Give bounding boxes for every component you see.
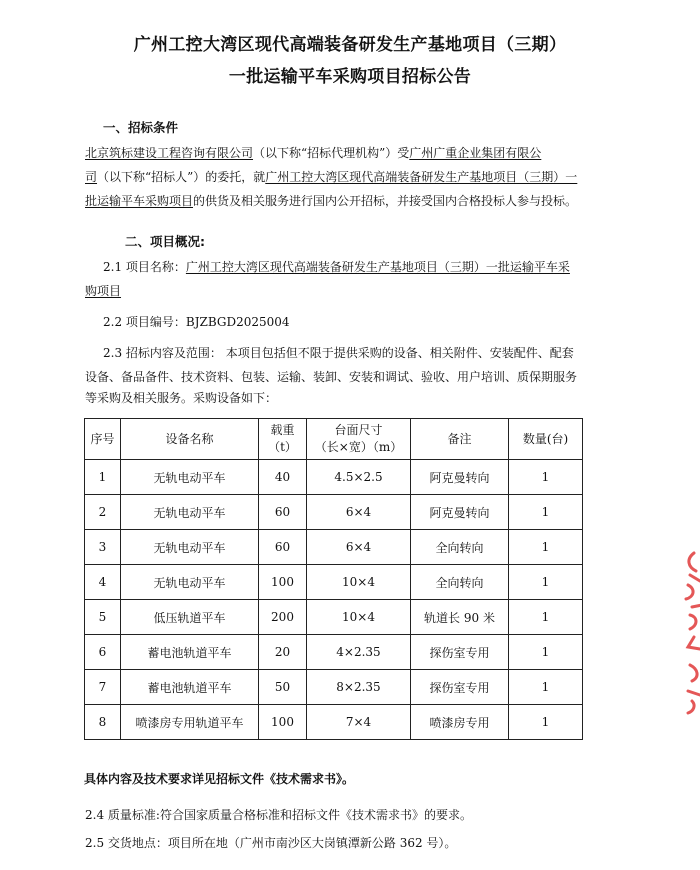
red-seal-stamp — [672, 545, 700, 715]
section1-line1 — [85, 141, 600, 165]
section1-heading: 一、招标条件 — [103, 120, 179, 135]
project-name-b: 批运输平车采购项目 — [85, 194, 194, 208]
section1-line2 — [85, 165, 600, 189]
cell-qty: 1 — [509, 495, 583, 530]
table-row — [85, 705, 583, 740]
item1-line1 — [85, 255, 600, 279]
item3-line2: 设备、备品备件、技术资料、包装、运输、装卸、安装和调试、验收、用户培训、质保期服务 — [85, 370, 578, 384]
cell-qty: 1 — [509, 670, 583, 705]
client-note: （以下称“招标人”）的委托，就 — [97, 170, 266, 184]
header-name: 设备名称 — [121, 419, 259, 460]
cell-size: 7×4 — [307, 705, 411, 740]
equipment-table — [84, 418, 583, 740]
header-remark: 备注 — [411, 419, 509, 460]
header-load-b: （t） — [268, 440, 297, 454]
cell-qty: 1 — [509, 705, 583, 740]
header-load — [259, 419, 307, 460]
item3-line1 — [85, 341, 600, 365]
item1-value-a: 广州工控大湾区现代高端装备研发生产基地项目（三期）一批运输平车采 — [185, 260, 570, 274]
cell-load: 40 — [259, 460, 307, 495]
tech-requirements-note: 具体内容及技术要求详见招标文件《技术需求书》。 — [84, 772, 355, 786]
cell-size: 10×4 — [307, 565, 411, 600]
item3-line3: 等采购及相关服务。采购设备如下： — [85, 391, 278, 405]
header-size-b: （长×宽）（m） — [314, 440, 403, 454]
table-row — [85, 565, 583, 600]
header-qty: 数量(台) — [509, 419, 583, 460]
cell-load: 100 — [259, 565, 307, 600]
cell-load: 60 — [259, 495, 307, 530]
cell-name: 无轨电动平车 — [121, 565, 259, 600]
project-name-a: 广州工控大湾区现代高端装备研发生产基地项目（三期）一 — [265, 170, 578, 184]
table-row — [85, 600, 583, 635]
cell-remark: 全向转向 — [411, 530, 509, 565]
cell-remark: 探伤室专用 — [411, 635, 509, 670]
cell-remark: 阿克曼转向 — [411, 495, 509, 530]
cell-size: 10×4 — [307, 600, 411, 635]
table-row — [85, 460, 583, 495]
cell-qty: 1 — [509, 460, 583, 495]
item2-line — [85, 310, 600, 334]
item4-line: 2.4 质量标准:符合国家质量合格标准和招标文件《技术需求书》的要求。 — [85, 808, 472, 822]
doc-title-line1: 广州工控大湾区现代高端装备研发生产基地项目（三期） — [133, 35, 567, 55]
table-row — [85, 495, 583, 530]
cell-remark: 喷漆房专用 — [411, 705, 509, 740]
cell-name: 蓄电池轨道平车 — [121, 635, 259, 670]
cell-name: 低压轨道平车 — [121, 600, 259, 635]
table-row — [85, 635, 583, 670]
cell-no: 2 — [85, 495, 121, 530]
client-name-b: 司 — [85, 170, 98, 184]
item1-value-b: 购项目 — [85, 284, 122, 298]
cell-qty: 1 — [509, 635, 583, 670]
cell-size: 4×2.35 — [307, 635, 411, 670]
cell-load: 100 — [259, 705, 307, 740]
agency-note: （以下称“招标代理机构”）受 — [253, 146, 410, 160]
table-row — [85, 670, 583, 705]
cell-qty: 1 — [509, 565, 583, 600]
cell-size: 8×2.35 — [307, 670, 411, 705]
cell-no: 6 — [85, 635, 121, 670]
cell-remark: 全向转向 — [411, 565, 509, 600]
cell-remark: 阿克曼转向 — [411, 460, 509, 495]
cell-name: 无轨电动平车 — [121, 530, 259, 565]
cell-size: 6×4 — [307, 495, 411, 530]
cell-load: 50 — [259, 670, 307, 705]
section2-heading: 二、项目概况: — [125, 234, 205, 249]
header-size-a: 台面尺寸 — [334, 423, 383, 437]
item1-label: 2.1 项目名称： — [103, 260, 186, 274]
cell-name: 无轨电动平车 — [121, 495, 259, 530]
item1-line2 — [85, 279, 600, 303]
cell-load: 200 — [259, 600, 307, 635]
cell-no: 7 — [85, 670, 121, 705]
cell-qty: 1 — [509, 600, 583, 635]
item5-line: 2.5 交货地点：项目所在地（广州市南沙区大岗镇潭新公路 362 号）。 — [85, 836, 457, 850]
section2-paragraph — [85, 255, 600, 407]
agency-name: 北京筑标建设工程咨询有限公司 — [85, 146, 254, 160]
item2-text: 2.2 项目编号：BJZBGD2025004 — [103, 315, 290, 329]
cell-load: 60 — [259, 530, 307, 565]
cell-name: 喷漆房专用轨道平车 — [121, 705, 259, 740]
cell-name: 蓄电池轨道平车 — [121, 670, 259, 705]
cell-no: 8 — [85, 705, 121, 740]
section1-paragraph — [85, 141, 600, 213]
cell-qty: 1 — [509, 530, 583, 565]
section1-line3 — [85, 189, 600, 213]
doc-title-line2: 一批运输平车采购项目招标公告 — [228, 67, 472, 87]
cell-name: 无轨电动平车 — [121, 460, 259, 495]
cell-remark: 探伤室专用 — [411, 670, 509, 705]
section1-tail: 的供货及相关服务进行国内公开招标，并接受国内合格投标人参与投标。 — [193, 194, 578, 208]
client-name-a: 广州广重企业集团有限公 — [409, 146, 542, 160]
header-load-a: 载重 — [270, 423, 295, 437]
table-header-row — [85, 419, 583, 460]
cell-size: 6×4 — [307, 530, 411, 565]
cell-no: 1 — [85, 460, 121, 495]
header-no: 序号 — [85, 419, 121, 460]
cell-size: 4.5×2.5 — [307, 460, 411, 495]
item3-text-a: 2.3 招标内容及范围： 本项目包括但不限于提供采购的设备、相关附件、安装配件、配套 — [103, 346, 574, 360]
cell-no: 4 — [85, 565, 121, 600]
cell-no: 3 — [85, 530, 121, 565]
header-size — [307, 419, 411, 460]
cell-no: 5 — [85, 600, 121, 635]
cell-load: 20 — [259, 635, 307, 670]
cell-remark: 轨道长 90 米 — [411, 600, 509, 635]
table-row — [85, 530, 583, 565]
